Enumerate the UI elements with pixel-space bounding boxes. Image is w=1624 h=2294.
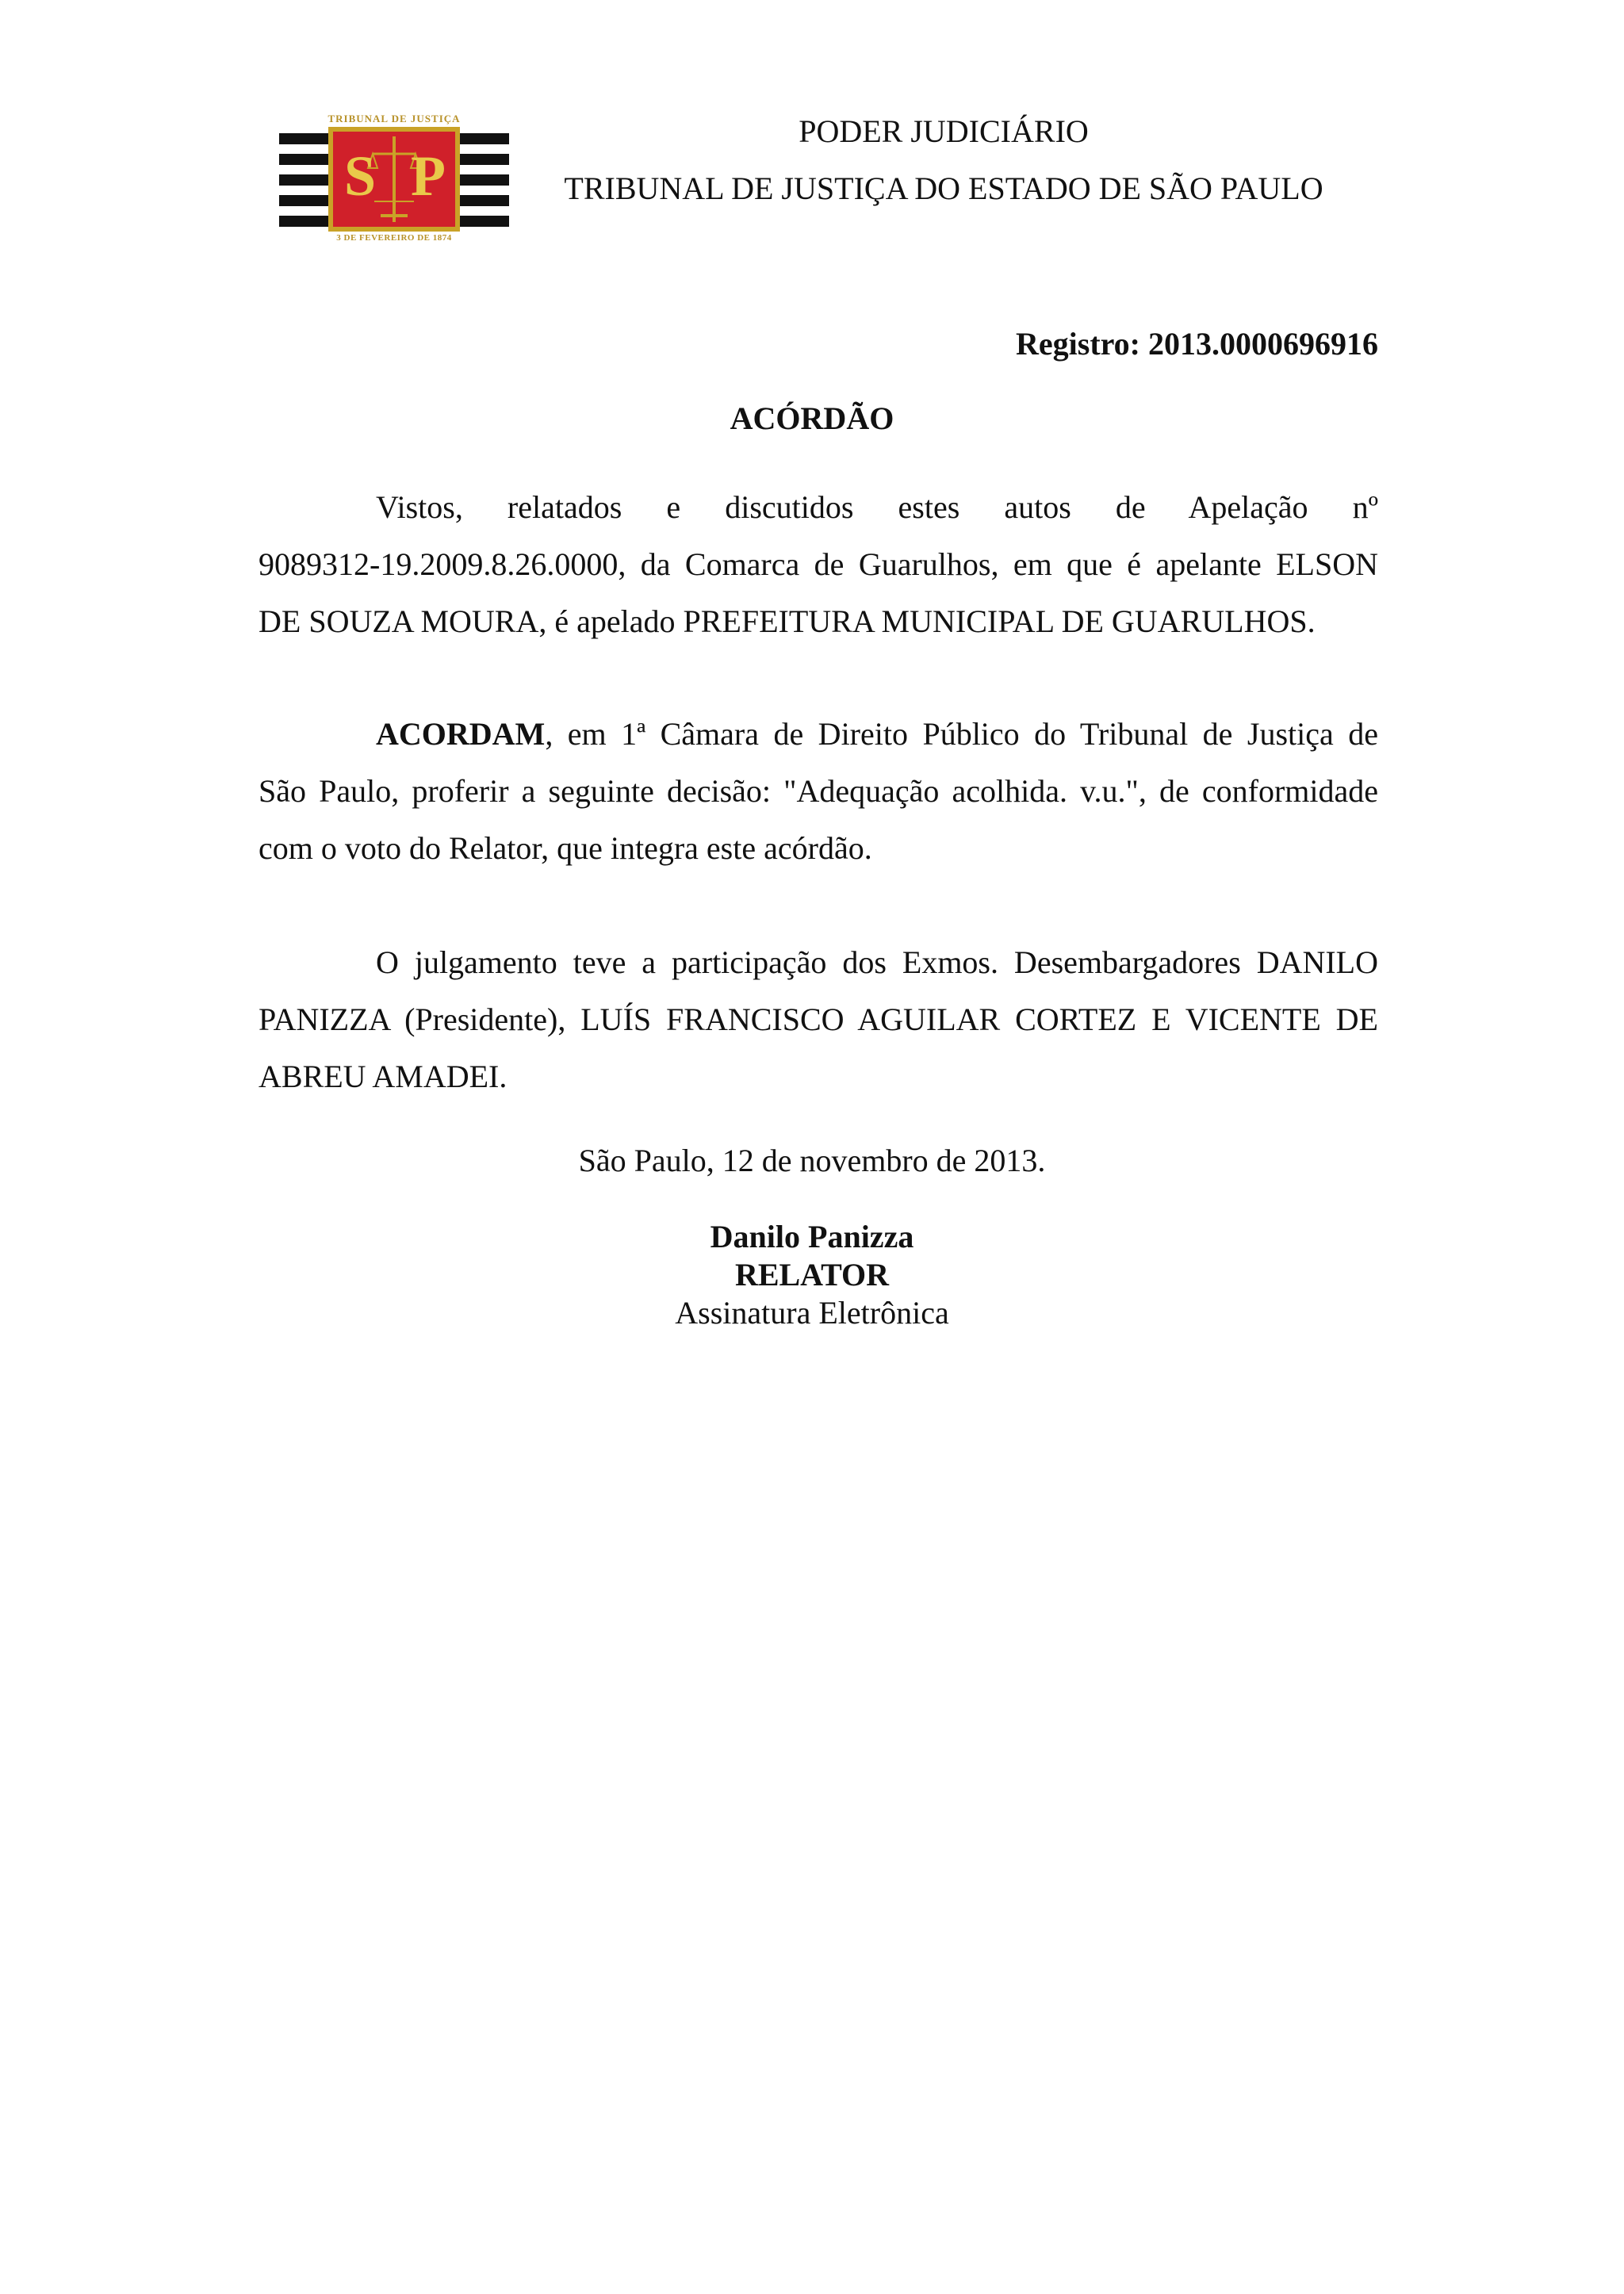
paragraph-line: 9089312-19.2009.8.26.0000, da Comarca de Guarulhos, em que é apelante ELSON [259, 546, 1378, 582]
paragraph-line: com o voto do Relator, que integra este acórdão. [259, 830, 872, 866]
paragraph-line: São Paulo, proferir a seguinte decisão: "Adequação acolhida. v.u.", de conformidade [259, 773, 1378, 809]
seal-letter-left: S [343, 144, 377, 208]
paragraph-line: Vistos, relatados e discutidos estes autos de Apelação nº [376, 489, 1378, 525]
paragraph-line [259, 706, 1378, 763]
paragraph-julgamento [259, 934, 1378, 1105]
paragraph-line: O julgamento teve a participação dos Exmos. Desembargadores DANILO [376, 944, 1378, 980]
date-line: São Paulo, 12 de novembro de 2013. [578, 1143, 1046, 1178]
signature-name: Danilo Panizza [710, 1219, 914, 1254]
registro-number: Registro: 2013.0000696916 [1016, 326, 1378, 362]
seal-graphic [279, 113, 509, 247]
seal-top-text: TRIBUNAL DE JUSTIÇA [327, 113, 461, 124]
paragraph-line: ABREU AMADEI. [259, 1059, 508, 1094]
acordam-rest: , em 1ª Câmara de Direito Público do Tribunal de Justiça de [545, 716, 1378, 752]
signature-note: Assinatura Eletrônica [675, 1295, 949, 1331]
paragraph-line: DE SOUZA MOURA, é apelado PREFEITURA MUNICIPAL DE GUARULHOS. [259, 603, 1316, 639]
header-poder-judiciario: PODER JUDICIÁRIO [799, 113, 1089, 149]
signature-role: RELATOR [734, 1257, 890, 1293]
paragraph-line: PANIZZA (Presidente), LUÍS FRANCISCO AGUILAR CORTEZ E VICENTE DE [259, 1001, 1378, 1037]
seal-bottom-text: 3 DE FEVEREIRO DE 1874 [336, 233, 452, 243]
court-seal-logo [279, 113, 509, 247]
paragraph-vistos [259, 479, 1378, 650]
seal-letter-right: P [411, 144, 446, 208]
document-title: ACÓRDÃO [730, 400, 894, 436]
acordam-lead: ACORDAM [376, 716, 546, 752]
paragraph-acordam [259, 706, 1378, 877]
header-tribunal: TRIBUNAL DE JUSTIÇA DO ESTADO DE SÃO PAULO [564, 170, 1323, 206]
